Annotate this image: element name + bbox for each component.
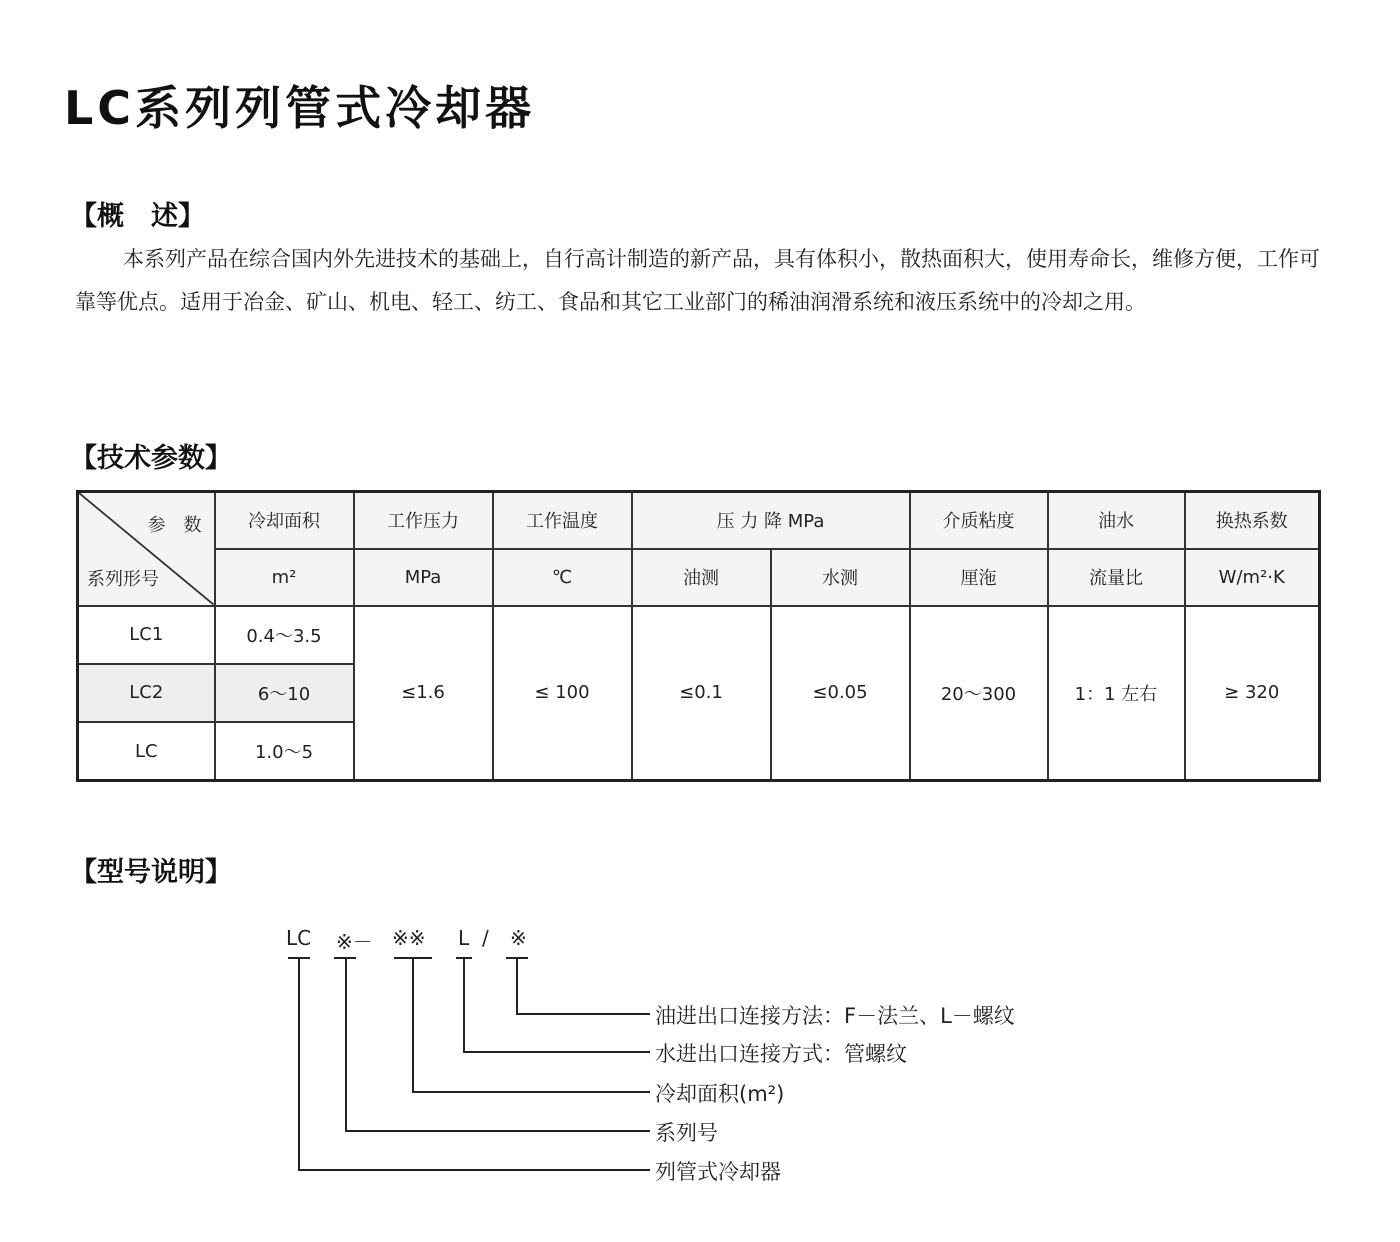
code-oil-conn: ※ <box>510 926 527 950</box>
model-cell: LC <box>78 722 215 780</box>
desc-cooler-type: 列管式冷却器 <box>655 1160 781 1184</box>
page-title: LC系列列管式冷却器 <box>64 81 536 135</box>
code-series-no: ※－ <box>336 930 373 954</box>
overview-heading: 【概 述】 <box>70 201 205 232</box>
flow-unit: 流量比 <box>1048 549 1185 606</box>
model-label: 系列形号 <box>87 568 159 590</box>
flow-value: 1：1 左右 <box>1048 606 1185 781</box>
pressure-header: 工作压力 <box>354 492 493 549</box>
area-header: 冷却面积 <box>215 492 354 549</box>
tech-heading: 【技术参数】 <box>70 443 232 474</box>
area-cell: 0.4～3.5 <box>215 606 354 664</box>
area-cell: 6～10 <box>215 664 354 722</box>
desc-series-number: 系列号 <box>655 1121 718 1145</box>
water-drop-value: ≤0.05 <box>771 606 910 781</box>
oil-side-header: 油测 <box>632 549 771 606</box>
model-cell: LC1 <box>78 606 215 664</box>
viscosity-value: 20～300 <box>910 606 1048 781</box>
code-area: ※※ <box>392 926 426 950</box>
pressure-unit: MPa <box>354 549 493 606</box>
area-unit: m² <box>215 549 354 606</box>
temp-header: 工作温度 <box>493 492 632 549</box>
desc-water-connection: 水进出口连接方式：管螺纹 <box>655 1042 907 1066</box>
model-cell: LC2 <box>78 664 215 722</box>
temp-value: ≤ 100 <box>493 606 632 781</box>
viscosity-header: 介质粘度 <box>910 492 1048 549</box>
temp-unit: ℃ <box>493 549 632 606</box>
coef-header: 换热系数 <box>1185 492 1320 549</box>
coef-unit: W/m²·K <box>1185 549 1320 606</box>
coef-value: ≥ 320 <box>1185 606 1320 781</box>
desc-oil-connection: 油进出口连接方法：F－法兰、L－螺纹 <box>655 1004 1015 1028</box>
desc-cooling-area: 冷却面积(m²) <box>655 1082 785 1106</box>
viscosity-unit: 厘沲 <box>910 549 1048 606</box>
area-cell: 1.0～5 <box>215 722 354 780</box>
param-label: 参 数 <box>147 515 202 536</box>
pressure-value: ≤1.6 <box>354 606 493 781</box>
overview-text: 本系列产品在综合国内外先进技术的基础上，自行高计制造的新产品，具有体积小，散热面积大，使用寿命长，维修方便，工作可靠等优点。适用于冶金、矿山、机电、轻工、纺工、食品和其它工业部门的稀油润滑系统和液压系统中的冷却之用。 <box>75 247 1320 314</box>
code-series: LC <box>286 926 312 950</box>
drop-header: 压 力 降 MPa <box>632 492 910 549</box>
flow-header: 油水 <box>1048 492 1185 549</box>
water-side-header: 水测 <box>771 549 910 606</box>
oil-drop-value: ≤0.1 <box>632 606 771 781</box>
code-slash: / <box>482 926 489 950</box>
model-desc-heading: 【型号说明】 <box>70 857 232 888</box>
code-water-conn: L <box>458 926 470 950</box>
